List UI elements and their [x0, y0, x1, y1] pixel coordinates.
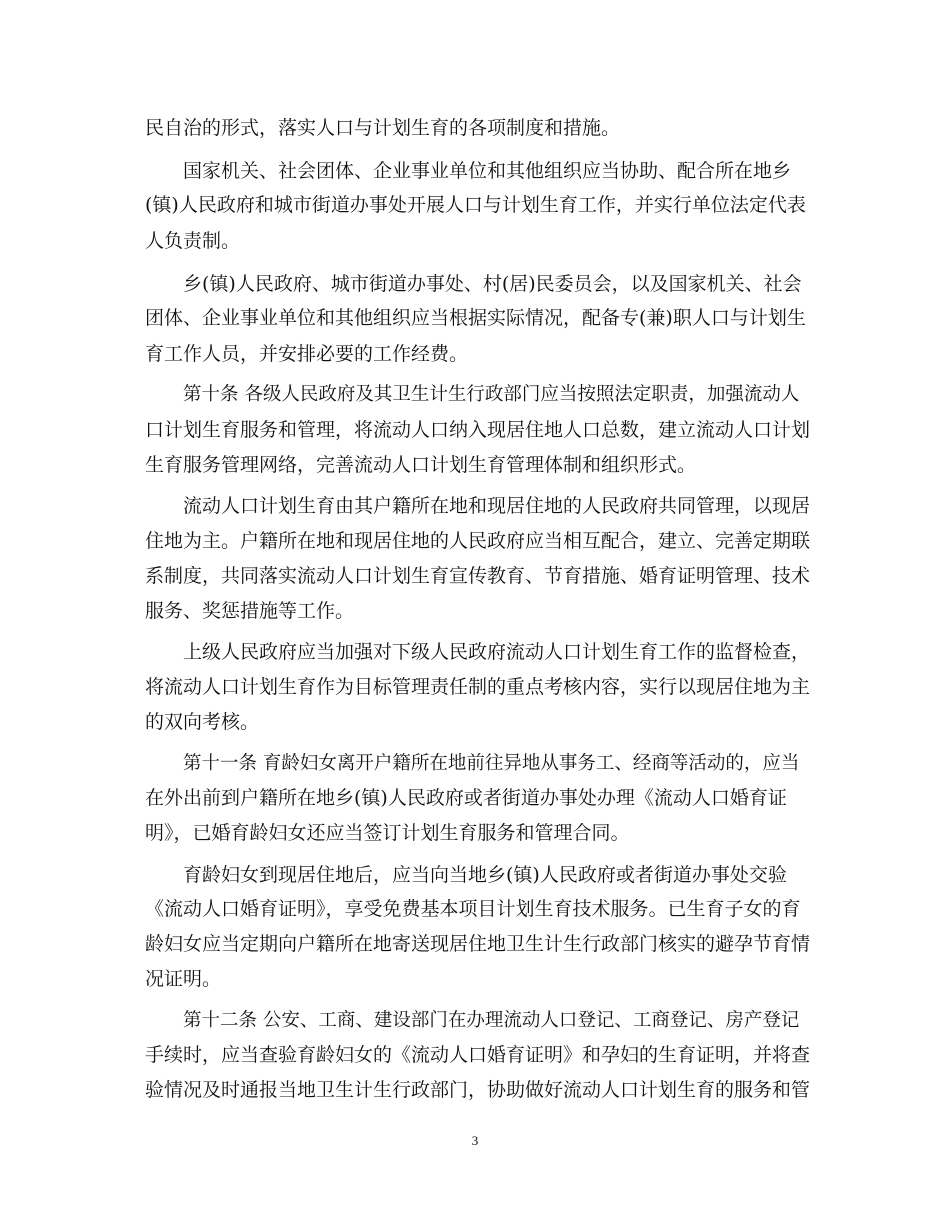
text-line: 第十一条 育龄妇女离开户籍所在地前往异地从事务工、经商等活动的，应当 — [183, 753, 800, 774]
text-line: 流动人口计划生育由其户籍所在地和现居住地的人民政府共同管理，以现居 — [183, 495, 811, 517]
text-line: 住地为主。户籍所在地和现居住地的人民政府应当相互配合，建立、完善定期联 — [145, 530, 811, 552]
text-line: 上级人民政府应当加强对下级人民政府流动人口计划生育工作的监督检查， — [183, 641, 811, 663]
text-line: 况证明。 — [145, 968, 222, 990]
text-line: 国家机关、社会团体、企业事业单位和其他组织应当协助、配合所在地乡 — [183, 160, 792, 182]
text-line: 的双向考核。 — [145, 711, 260, 733]
text-line: 第十条 各级人民政府及其卫生计生行政部门应当按照法定职责，加强流动人 — [183, 384, 800, 405]
text-line: 生育服务管理网络，完善流动人口计划生育管理体制和组织形式。 — [145, 454, 697, 476]
text-line: 《流动人口婚育证明》，享受免费基本项目计划生育技术服务。已生育子女的育 — [145, 898, 801, 920]
text-line: 在外出前到户籍所在地乡(镇)人民政府或者街道办事处办理《流动人口婚育证 — [145, 787, 787, 809]
text-line: 将流动人口计划生育作为目标管理责任制的重点考核内容，实行以现居住地为主 — [145, 676, 811, 698]
text-line: (镇)人民政府和城市街道办事处开展人口与计划生育工作，并实行单位法定代表 — [145, 194, 806, 216]
text-line: 龄妇女应当定期向户籍所在地寄送现居住地卫生计生行政部门核实的避孕节育情 — [145, 933, 811, 955]
text-line: 民自治的形式，落实人口与计划生育的各项制度和措施。 — [145, 117, 621, 139]
text-line: 人负责制。 — [145, 230, 241, 252]
text-line: 服务、奖惩措施等工作。 — [145, 600, 355, 622]
text-line: 乡(镇)人民政府、城市街道办事处、村(居)民委员会，以及国家机关、社会 — [183, 273, 802, 295]
text-line: 口计划生育服务和管理，将流动人口纳入现居住地人口总数，建立流动人口计划 — [145, 419, 811, 441]
page-number: 3 — [471, 1133, 479, 1148]
text-line: 团体、企业事业单位和其他组织应当根据实际情况，配备专(兼)职人口与计划生 — [145, 307, 806, 329]
text-line: 验情况及时通报当地卫生计生行政部门，协助做好流动人口计划生育的服务和管 — [145, 1079, 811, 1101]
text-line: 手续时，应当查验育龄妇女的《流动人口婚育证明》和孕妇的生育证明，并将查 — [145, 1044, 811, 1066]
text-line: 明》，已婚育龄妇女还应当签订计划生育服务和管理合同。 — [145, 822, 630, 844]
text-line: 第十二条 公安、工商、建设部门在办理流动人口登记、工商登记、房产登记 — [183, 1010, 800, 1031]
text-line: 系制度，共同落实流动人口计划生育宣传教育、节育措施、婚育证明管理、技术 — [145, 565, 811, 587]
text-line: 育龄妇女到现居住地后，应当向当地乡(镇)人民政府或者街道办事处交验 — [183, 864, 787, 886]
text-line: 育工作人员，并安排必要的工作经费。 — [145, 343, 469, 365]
